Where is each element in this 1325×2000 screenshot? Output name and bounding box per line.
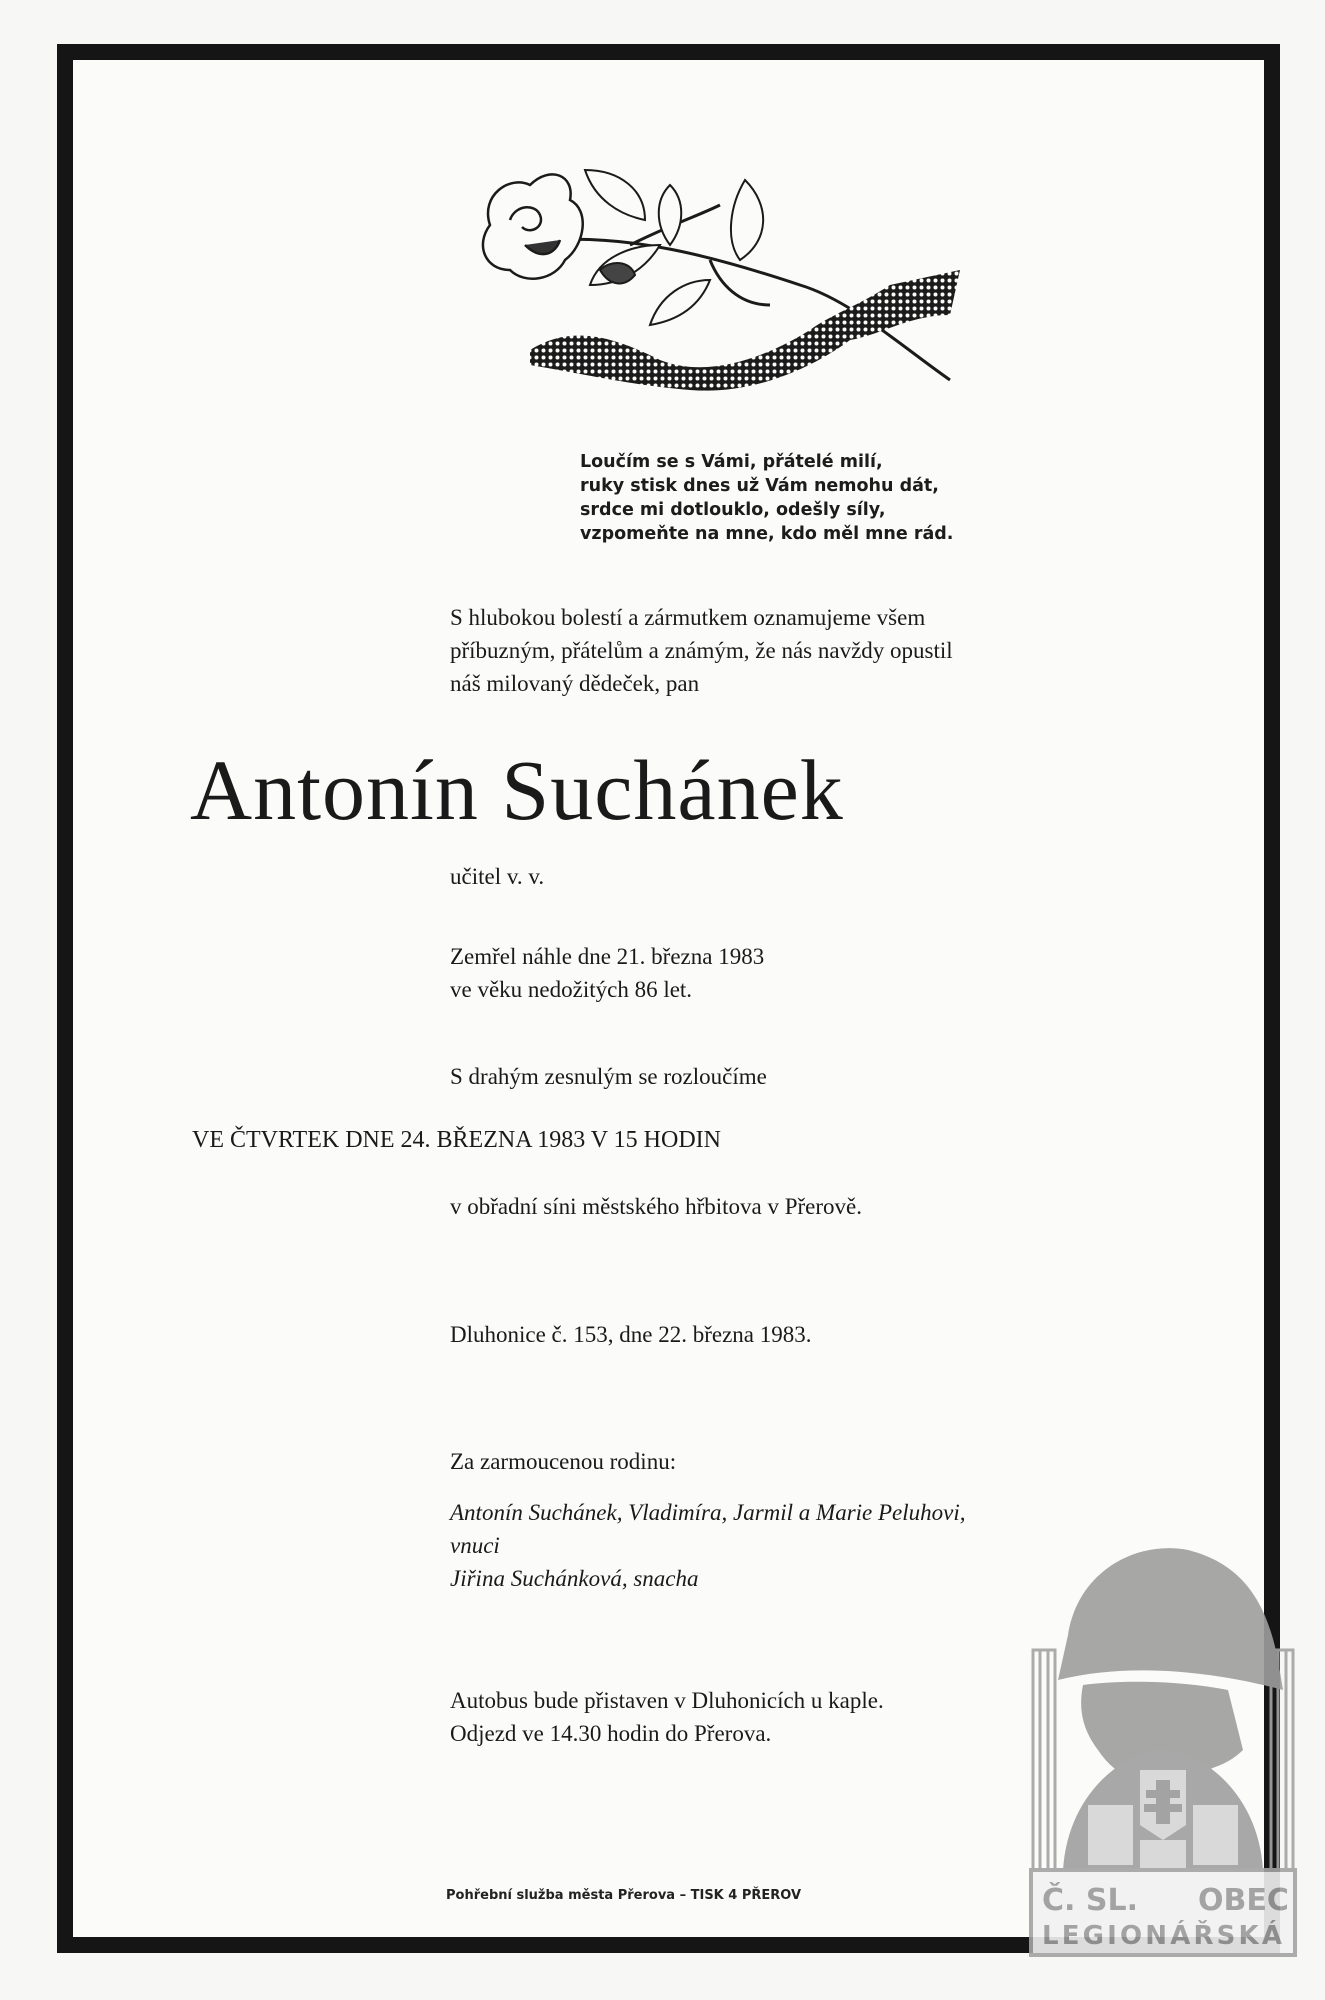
family-line: vnuci bbox=[450, 1533, 500, 1558]
rose-flower bbox=[483, 174, 583, 278]
death-age: ve věku nedožitých 86 let. bbox=[450, 977, 693, 1002]
family-members bbox=[450, 1496, 966, 1595]
death-date: Zemřel náhle dne 21. března 1983 bbox=[450, 944, 765, 969]
announcement-intro bbox=[450, 601, 953, 700]
ceremony-time: VE ČTVRTEK DNE 24. BŘEZNA 1983 V 15 HODIN bbox=[192, 1127, 721, 1153]
logo-text-obec: OBEC bbox=[1198, 1883, 1289, 1918]
bus-line: Odjezd ve 14.30 hodin do Přerova. bbox=[450, 1721, 772, 1746]
family-heading: Za zarmoucenou rodinu: bbox=[450, 1449, 677, 1474]
ribbon bbox=[530, 270, 960, 391]
rose-with-ribbon-illustration bbox=[470, 165, 970, 395]
bus-line: Autobus bude přistaven v Dluhonicích u kaple. bbox=[450, 1688, 884, 1713]
intro-line: náš milovaný dědeček, pan bbox=[450, 671, 700, 696]
family-line: Jiřina Suchánková, snacha bbox=[450, 1566, 699, 1591]
bus-info bbox=[450, 1684, 884, 1750]
ceremony-place: v obřadní síni městského hřbitova v Přerově. bbox=[450, 1194, 863, 1219]
death-info bbox=[450, 940, 764, 1006]
poem-line: Loučím se s Vámi, přátelé milí, bbox=[580, 452, 883, 472]
poem-line: srdce mi dotlouklo, odešly síly, bbox=[580, 500, 886, 520]
deceased-name: Antonín Suchánek bbox=[190, 742, 844, 838]
place-and-date: Dluhonice č. 153, dne 22. března 1983. bbox=[450, 1322, 812, 1347]
intro-line: příbuzným, přátelům a známým, že nás navždy opustil bbox=[450, 638, 953, 663]
deceased-title: učitel v. v. bbox=[450, 864, 545, 889]
family-line: Antonín Suchánek, Vladimíra, Jarmil a Marie Peluhovi, bbox=[450, 1500, 966, 1525]
intro-line: S hlubokou bolestí a zármutkem oznamujeme všem bbox=[450, 605, 926, 630]
soldier-helmet-icon bbox=[1058, 1548, 1283, 1784]
poem-line: ruky stisk dnes už Vám nemohu dát, bbox=[580, 476, 939, 496]
farewell-text: S drahým zesnulým se rozloučíme bbox=[450, 1064, 767, 1089]
rose-leaves bbox=[585, 170, 763, 325]
logo-text-csl: Č. SL. bbox=[1042, 1883, 1138, 1918]
printer-imprint: Pohřební služba města Přerova – TISK 4 PŘEROV bbox=[446, 1888, 802, 1903]
poem-line: vzpomeňte na mne, kdo měl mne rád. bbox=[580, 524, 954, 544]
logo-text-legionarska: LEGIONÁŘSKÁ bbox=[1042, 1921, 1282, 1951]
farewell-poem bbox=[580, 450, 953, 546]
legion-watermark-logo bbox=[1028, 1540, 1298, 1960]
